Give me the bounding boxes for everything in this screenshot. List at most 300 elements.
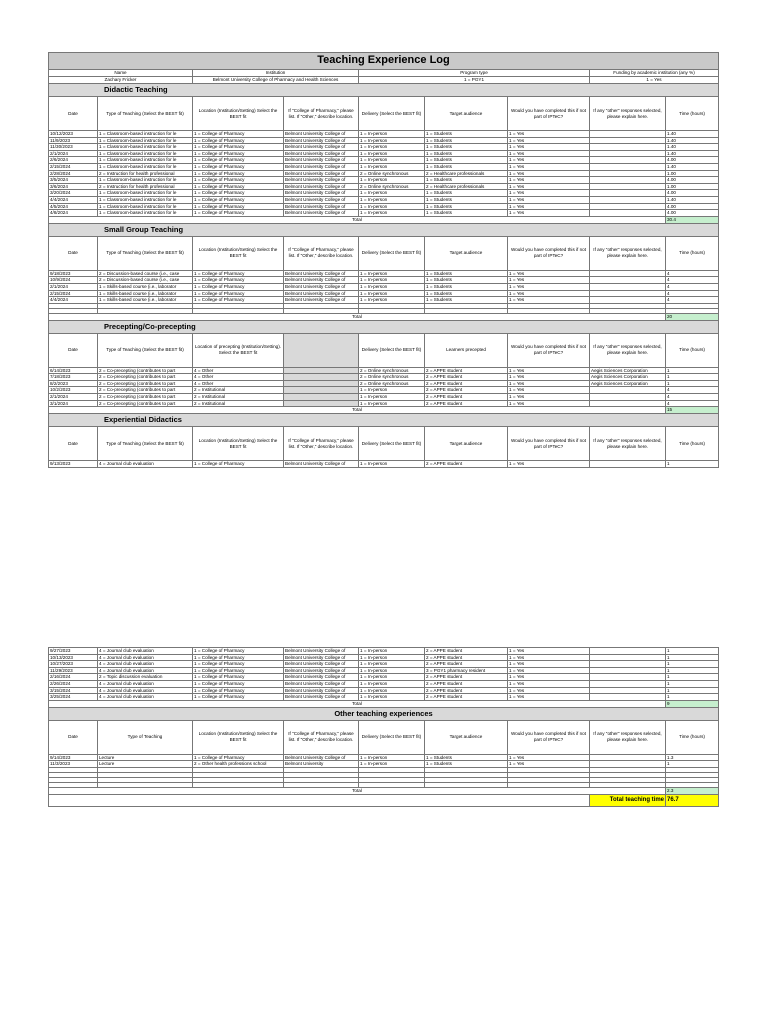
experiential-cell[interactable]: 10/13/2023: [49, 654, 98, 661]
precepting-cell[interactable]: 2 = APPE student: [425, 380, 508, 387]
precepting-cell[interactable]: 10/2/2023: [49, 387, 98, 394]
didactic-cell[interactable]: 1 = In-person: [359, 144, 425, 151]
small_group-cell[interactable]: 1 = Yes: [508, 277, 590, 284]
experiential-cell[interactable]: 1 = College of Pharmacy: [193, 461, 284, 468]
experiential-cell[interactable]: 1 = College of Pharmacy: [193, 687, 284, 694]
didactic-cell[interactable]: 1 = Students: [425, 137, 508, 144]
experiential-cell[interactable]: 2 = APPE student: [425, 461, 508, 468]
small_group-cell[interactable]: 4: [666, 283, 719, 290]
precepting-cell[interactable]: 2 = Institutional: [193, 394, 284, 401]
precepting-cell[interactable]: 1 = Yes: [508, 367, 590, 374]
didactic-cell[interactable]: 1 = Classroom-based instruction for le: [98, 203, 193, 210]
experiential-cell[interactable]: 1 = College of Pharmacy: [193, 654, 284, 661]
precepting-cell[interactable]: 2 = APPE student: [425, 394, 508, 401]
experiential-cell[interactable]: [590, 461, 666, 468]
didactic-cell[interactable]: 1 = In-person: [359, 177, 425, 184]
didactic-cell[interactable]: 11/9/2023: [49, 137, 98, 144]
experiential-cell[interactable]: [590, 687, 666, 694]
experiential-cell[interactable]: 1 = In-person: [359, 654, 425, 661]
experiential-cell[interactable]: Belmont University College of: [284, 654, 359, 661]
didactic-cell[interactable]: Belmont University College of: [284, 170, 359, 177]
experiential-cell[interactable]: 1 = Yes: [508, 648, 590, 655]
experiential-cell[interactable]: 1 = Yes: [508, 687, 590, 694]
small_group-cell[interactable]: 1 = Students: [425, 290, 508, 297]
didactic-cell[interactable]: 1 = College of Pharmacy: [193, 203, 284, 210]
precepting-cell[interactable]: Aegis Sciences Corporation: [590, 380, 666, 387]
other-cell[interactable]: 1 = Yes: [508, 761, 590, 768]
didactic-cell[interactable]: 1 = Classroom-based instruction for le: [98, 177, 193, 184]
experiential-cell[interactable]: 2 = APPE student: [425, 674, 508, 681]
didactic-cell[interactable]: 2 = Instruction for health professional: [98, 170, 193, 177]
info-program-value[interactable]: 1 = PGY1: [359, 77, 590, 84]
precepting-cell[interactable]: 2 = APPE student: [425, 400, 508, 407]
didactic-cell[interactable]: 2 = Instruction for health professional: [98, 183, 193, 190]
experiential-cell[interactable]: 11/29/2023: [49, 667, 98, 674]
small_group-cell[interactable]: 1 = In-person: [359, 283, 425, 290]
didactic-cell[interactable]: 4/5/2024: [49, 203, 98, 210]
didactic-cell[interactable]: 1 = Students: [425, 190, 508, 197]
didactic-cell[interactable]: 1 = College of Pharmacy: [193, 137, 284, 144]
experiential-cell[interactable]: Belmont University College of: [284, 667, 359, 674]
precepting-cell[interactable]: 2/1/2024: [49, 394, 98, 401]
small_group-cell[interactable]: 4: [666, 277, 719, 284]
experiential-cell[interactable]: Belmont University College of: [284, 648, 359, 655]
didactic-cell[interactable]: 1 = College of Pharmacy: [193, 210, 284, 217]
didactic-cell[interactable]: 1 = Classroom-based instruction for le: [98, 137, 193, 144]
small_group-cell[interactable]: 2/15/2024: [49, 290, 98, 297]
experiential-cell[interactable]: Belmont University College of: [284, 680, 359, 687]
other-cell[interactable]: 1: [666, 761, 719, 768]
other-cell[interactable]: 1 = Students: [425, 761, 508, 768]
didactic-cell[interactable]: [590, 177, 666, 184]
experiential-cell[interactable]: 1: [666, 687, 719, 694]
didactic-cell[interactable]: 1 = In-person: [359, 196, 425, 203]
precepting-cell[interactable]: 1 = Yes: [508, 374, 590, 381]
experiential-cell[interactable]: 1: [666, 674, 719, 681]
precepting-cell[interactable]: 1: [666, 367, 719, 374]
precepting-cell[interactable]: 7/18/2023: [49, 374, 98, 381]
didactic-cell[interactable]: [590, 163, 666, 170]
didactic-cell[interactable]: Belmont University College of: [284, 210, 359, 217]
experiential-cell[interactable]: 2 = APPE student: [425, 661, 508, 668]
experiential-cell[interactable]: 4 = Journal club evaluation: [98, 661, 193, 668]
small_group-cell[interactable]: 1 = College of Pharmacy: [193, 297, 284, 304]
experiential-cell[interactable]: 1 = Yes: [508, 694, 590, 701]
didactic-cell[interactable]: 1 = College of Pharmacy: [193, 183, 284, 190]
experiential-cell[interactable]: 1: [666, 680, 719, 687]
small_group-cell[interactable]: 4/4/2024: [49, 297, 98, 304]
precepting-cell[interactable]: 2 = Co-precepting (contributes to part: [98, 367, 193, 374]
didactic-cell[interactable]: 1 = Students: [425, 150, 508, 157]
experiential-cell[interactable]: [590, 661, 666, 668]
precepting-cell[interactable]: 1 = Yes: [508, 387, 590, 394]
experiential-cell[interactable]: 1 = Yes: [508, 461, 590, 468]
other-cell[interactable]: Lecture: [98, 761, 193, 768]
didactic-cell[interactable]: 1 = Classroom-based instruction for le: [98, 157, 193, 164]
experiential-cell[interactable]: 1: [666, 461, 719, 468]
didactic-cell[interactable]: 1 = Classroom-based instruction for le: [98, 210, 193, 217]
other-cell[interactable]: 1 = College of Pharmacy: [193, 754, 284, 761]
other-cell[interactable]: 1 = In-person: [359, 761, 425, 768]
other-cell[interactable]: Lecture: [98, 754, 193, 761]
didactic-cell[interactable]: 1.40: [666, 196, 719, 203]
didactic-cell[interactable]: 4/4/2024: [49, 196, 98, 203]
experiential-cell[interactable]: 1 = College of Pharmacy: [193, 674, 284, 681]
didactic-cell[interactable]: 1.40: [666, 137, 719, 144]
didactic-cell[interactable]: 1 = Yes: [508, 163, 590, 170]
experiential-cell[interactable]: 1 = College of Pharmacy: [193, 648, 284, 655]
didactic-cell[interactable]: Belmont University College of: [284, 203, 359, 210]
other-cell[interactable]: Belmont University: [284, 761, 359, 768]
precepting-cell[interactable]: 1 = Yes: [508, 380, 590, 387]
didactic-cell[interactable]: 2 = Online synchronous: [359, 170, 425, 177]
precepting-cell[interactable]: 1: [666, 380, 719, 387]
experiential-cell[interactable]: 4 = Journal club evaluation: [98, 461, 193, 468]
didactic-cell[interactable]: 1 = Yes: [508, 183, 590, 190]
experiential-cell[interactable]: 1 = In-person: [359, 694, 425, 701]
experiential-cell[interactable]: 1 = In-person: [359, 648, 425, 655]
other-cell[interactable]: 2 = Other health professions school: [193, 761, 284, 768]
didactic-cell[interactable]: 1 = College of Pharmacy: [193, 196, 284, 203]
precepting-cell[interactable]: [284, 400, 359, 407]
precepting-cell[interactable]: 2 = APPE student: [425, 387, 508, 394]
experiential-cell[interactable]: 1 = College of Pharmacy: [193, 694, 284, 701]
didactic-cell[interactable]: 1 = Classroom-based instruction for le: [98, 150, 193, 157]
precepting-cell[interactable]: 1 = Yes: [508, 394, 590, 401]
precepting-cell[interactable]: 1 = In-person: [359, 394, 425, 401]
small_group-cell[interactable]: [590, 297, 666, 304]
didactic-cell[interactable]: [590, 170, 666, 177]
small_group-cell[interactable]: Belmont University College of: [284, 270, 359, 277]
experiential-cell[interactable]: 2 = APPE student: [425, 694, 508, 701]
small_group-cell[interactable]: 1 = Students: [425, 277, 508, 284]
didactic-cell[interactable]: 2/1/2024: [49, 150, 98, 157]
precepting-cell[interactable]: Aegis Sciences Corporation: [590, 374, 666, 381]
didactic-cell[interactable]: 1 = Classroom-based instruction for le: [98, 196, 193, 203]
small_group-cell[interactable]: [590, 270, 666, 277]
small_group-cell[interactable]: 2 = Discussion-based course (i.e., case: [98, 277, 193, 284]
precepting-cell[interactable]: 4: [666, 400, 719, 407]
didactic-cell[interactable]: 1 = Yes: [508, 144, 590, 151]
didactic-cell[interactable]: 1 = In-person: [359, 190, 425, 197]
experiential-cell[interactable]: 1 = College of Pharmacy: [193, 667, 284, 674]
other-cell[interactable]: [590, 761, 666, 768]
didactic-cell[interactable]: 3/5/2024: [49, 177, 98, 184]
small_group-cell[interactable]: 1 = Students: [425, 297, 508, 304]
didactic-cell[interactable]: Belmont University College of: [284, 190, 359, 197]
experiential-cell[interactable]: 3 = PGY1 pharmacy resident: [425, 667, 508, 674]
experiential-cell[interactable]: 10/27/2023: [49, 661, 98, 668]
small_group-cell[interactable]: 4: [666, 290, 719, 297]
precepting-cell[interactable]: 2 = Institutional: [193, 387, 284, 394]
experiential-cell[interactable]: 1 = In-person: [359, 661, 425, 668]
precepting-cell[interactable]: 2 = Institutional: [193, 400, 284, 407]
experiential-cell[interactable]: 4 = Journal club evaluation: [98, 687, 193, 694]
experiential-cell[interactable]: 1 = College of Pharmacy: [193, 680, 284, 687]
other-cell[interactable]: 1.3: [666, 754, 719, 761]
didactic-cell[interactable]: Belmont University College of: [284, 137, 359, 144]
experiential-cell[interactable]: [590, 674, 666, 681]
experiential-cell[interactable]: 1 = Yes: [508, 667, 590, 674]
didactic-cell[interactable]: 1 = In-person: [359, 203, 425, 210]
experiential-cell[interactable]: 1: [666, 661, 719, 668]
precepting-cell[interactable]: [284, 367, 359, 374]
small_group-cell[interactable]: 2 = Discussion-based course (i.e., case: [98, 270, 193, 277]
other-cell[interactable]: 1 = Yes: [508, 754, 590, 761]
small_group-cell[interactable]: Belmont University College of: [284, 277, 359, 284]
didactic-cell[interactable]: 1 = College of Pharmacy: [193, 150, 284, 157]
didactic-cell[interactable]: 1.40: [666, 150, 719, 157]
experiential-cell[interactable]: Belmont University College of: [284, 674, 359, 681]
didactic-cell[interactable]: 1 = Classroom-based instruction for le: [98, 144, 193, 151]
didactic-cell[interactable]: 1 = Yes: [508, 203, 590, 210]
info-institution-value[interactable]: Belmont University College of Pharmacy and Health Sciences: [193, 77, 359, 84]
didactic-cell[interactable]: 2 = Healthcare professionals: [425, 170, 508, 177]
didactic-cell[interactable]: [590, 131, 666, 138]
experiential-cell[interactable]: Belmont University College of: [284, 687, 359, 694]
info-funding-value[interactable]: 1 = Yes: [590, 77, 719, 84]
didactic-cell[interactable]: 1.40: [666, 144, 719, 151]
experiential-cell[interactable]: [590, 667, 666, 674]
didactic-cell[interactable]: 1.00: [666, 183, 719, 190]
precepting-cell[interactable]: 4 = Other: [193, 374, 284, 381]
experiential-cell[interactable]: [590, 648, 666, 655]
small_group-cell[interactable]: 1 = College of Pharmacy: [193, 277, 284, 284]
precepting-cell[interactable]: 2 = APPE student: [425, 367, 508, 374]
didactic-cell[interactable]: 1 = College of Pharmacy: [193, 144, 284, 151]
precepting-cell[interactable]: 4 = Other: [193, 367, 284, 374]
precepting-cell[interactable]: [284, 374, 359, 381]
didactic-cell[interactable]: Belmont University College of: [284, 144, 359, 151]
small_group-cell[interactable]: 1 = In-person: [359, 270, 425, 277]
didactic-cell[interactable]: 1 = Students: [425, 163, 508, 170]
experiential-cell[interactable]: Belmont University College of: [284, 461, 359, 468]
small_group-cell[interactable]: 1 = Yes: [508, 290, 590, 297]
experiential-cell[interactable]: 2 = APPE student: [425, 654, 508, 661]
precepting-cell[interactable]: 4 = Other: [193, 380, 284, 387]
small_group-cell[interactable]: 1 = In-person: [359, 297, 425, 304]
experiential-cell[interactable]: 4 = Journal club evaluation: [98, 667, 193, 674]
other-cell[interactable]: [590, 754, 666, 761]
didactic-cell[interactable]: [590, 137, 666, 144]
experiential-cell[interactable]: 1 = Yes: [508, 674, 590, 681]
didactic-cell[interactable]: 1 = Students: [425, 131, 508, 138]
didactic-cell[interactable]: 1 = Yes: [508, 157, 590, 164]
didactic-cell[interactable]: 2 = Healthcare professionals: [425, 183, 508, 190]
precepting-cell[interactable]: 2 = Co-precepting (contributes to part: [98, 380, 193, 387]
small_group-cell[interactable]: 10/9/2024: [49, 277, 98, 284]
small_group-cell[interactable]: [590, 283, 666, 290]
small_group-cell[interactable]: 4: [666, 270, 719, 277]
didactic-cell[interactable]: [590, 150, 666, 157]
didactic-cell[interactable]: 1 = College of Pharmacy: [193, 131, 284, 138]
experiential-cell[interactable]: 2 = Topic discussion evaluation: [98, 674, 193, 681]
other-cell[interactable]: 1 = Students: [425, 754, 508, 761]
experiential-cell[interactable]: 9/13/2023: [49, 461, 98, 468]
experiential-cell[interactable]: 9/27/2023: [49, 648, 98, 655]
experiential-cell[interactable]: 4 = Journal club evaluation: [98, 680, 193, 687]
small_group-cell[interactable]: 1 = In-person: [359, 277, 425, 284]
other-cell[interactable]: 11/3/2023: [49, 761, 98, 768]
precepting-cell[interactable]: 2 = Co-precepting (contributes to part: [98, 394, 193, 401]
small_group-cell[interactable]: 1 = Students: [425, 283, 508, 290]
precepting-cell[interactable]: [590, 400, 666, 407]
didactic-cell[interactable]: 3/6/2024: [49, 183, 98, 190]
didactic-cell[interactable]: 4.00: [666, 203, 719, 210]
precepting-cell[interactable]: 4: [666, 387, 719, 394]
precepting-cell[interactable]: [590, 387, 666, 394]
didactic-cell[interactable]: 1 = Classroom-based instruction for le: [98, 190, 193, 197]
didactic-cell[interactable]: 1.40: [666, 163, 719, 170]
precepting-cell[interactable]: 2 = Co-precepting (contributes to part: [98, 374, 193, 381]
didactic-cell[interactable]: 4.00: [666, 190, 719, 197]
experiential-cell[interactable]: 4 = Journal club evaluation: [98, 654, 193, 661]
didactic-cell[interactable]: 1 = College of Pharmacy: [193, 163, 284, 170]
experiential-cell[interactable]: 4 = Journal club evaluation: [98, 648, 193, 655]
small_group-cell[interactable]: 1 = Skills-based course (i.e., laborator: [98, 297, 193, 304]
didactic-cell[interactable]: 1 = Yes: [508, 196, 590, 203]
didactic-cell[interactable]: [590, 210, 666, 217]
small_group-cell[interactable]: [590, 277, 666, 284]
precepting-cell[interactable]: 2 = Online synchronous: [359, 374, 425, 381]
info-name-value[interactable]: Zachary Fricker: [49, 77, 193, 84]
other-cell[interactable]: 1 = In-person: [359, 754, 425, 761]
didactic-cell[interactable]: [590, 190, 666, 197]
didactic-cell[interactable]: 1 = Yes: [508, 170, 590, 177]
small_group-cell[interactable]: Belmont University College of: [284, 297, 359, 304]
small_group-cell[interactable]: 1 = Yes: [508, 283, 590, 290]
didactic-cell[interactable]: 1 = Classroom-based instruction for le: [98, 131, 193, 138]
small_group-cell[interactable]: Belmont University College of: [284, 290, 359, 297]
small_group-cell[interactable]: [590, 290, 666, 297]
didactic-cell[interactable]: Belmont University College of: [284, 163, 359, 170]
experiential-cell[interactable]: 1 = Yes: [508, 661, 590, 668]
didactic-cell[interactable]: Belmont University College of: [284, 177, 359, 184]
experiential-cell[interactable]: 1 = In-person: [359, 461, 425, 468]
experiential-cell[interactable]: 1: [666, 667, 719, 674]
didactic-cell[interactable]: 1 = College of Pharmacy: [193, 177, 284, 184]
didactic-cell[interactable]: 1 = College of Pharmacy: [193, 190, 284, 197]
didactic-cell[interactable]: Belmont University College of: [284, 196, 359, 203]
didactic-cell[interactable]: 4.00: [666, 177, 719, 184]
didactic-cell[interactable]: [590, 157, 666, 164]
didactic-cell[interactable]: 1 = Students: [425, 177, 508, 184]
small_group-cell[interactable]: 1 = College of Pharmacy: [193, 290, 284, 297]
didactic-cell[interactable]: 1 = In-person: [359, 163, 425, 170]
didactic-cell[interactable]: 2 = Online synchronous: [359, 183, 425, 190]
didactic-cell[interactable]: 1 = College of Pharmacy: [193, 170, 284, 177]
didactic-cell[interactable]: 3/20/2024: [49, 190, 98, 197]
precepting-cell[interactable]: [284, 394, 359, 401]
didactic-cell[interactable]: 4.00: [666, 210, 719, 217]
experiential-cell[interactable]: 1 = In-person: [359, 680, 425, 687]
precepting-cell[interactable]: [284, 380, 359, 387]
didactic-cell[interactable]: 1 = Classroom-based instruction for le: [98, 163, 193, 170]
didactic-cell[interactable]: 1 = Yes: [508, 210, 590, 217]
didactic-cell[interactable]: 1 = Yes: [508, 150, 590, 157]
didactic-cell[interactable]: 11/30/2023: [49, 144, 98, 151]
small_group-cell[interactable]: 1 = College of Pharmacy: [193, 270, 284, 277]
didactic-cell[interactable]: Belmont University College of: [284, 157, 359, 164]
didactic-cell[interactable]: 2/6/2024: [49, 157, 98, 164]
didactic-cell[interactable]: 1 = College of Pharmacy: [193, 157, 284, 164]
didactic-cell[interactable]: 4.00: [666, 157, 719, 164]
precepting-cell[interactable]: 1 = Yes: [508, 400, 590, 407]
other-cell[interactable]: 9/14/2023: [49, 754, 98, 761]
experiential-cell[interactable]: 3/15/2024: [49, 687, 98, 694]
didactic-cell[interactable]: 1 = Yes: [508, 137, 590, 144]
experiential-cell[interactable]: [590, 694, 666, 701]
small_group-cell[interactable]: 4: [666, 297, 719, 304]
experiential-cell[interactable]: [590, 680, 666, 687]
didactic-cell[interactable]: 1 = Students: [425, 144, 508, 151]
experiential-cell[interactable]: 1: [666, 694, 719, 701]
precepting-cell[interactable]: Aegis Sciences Corporation: [590, 367, 666, 374]
experiential-cell[interactable]: 2 = APPE student: [425, 648, 508, 655]
experiential-cell[interactable]: 1 = In-person: [359, 687, 425, 694]
precepting-cell[interactable]: 6/14/2023: [49, 367, 98, 374]
didactic-cell[interactable]: 1 = Students: [425, 196, 508, 203]
experiential-cell[interactable]: 1 = Yes: [508, 680, 590, 687]
didactic-cell[interactable]: 1 = Students: [425, 157, 508, 164]
precepting-cell[interactable]: 2 = Co-precepting (contributes to part: [98, 400, 193, 407]
didactic-cell[interactable]: [590, 196, 666, 203]
experiential-cell[interactable]: 1 = College of Pharmacy: [193, 661, 284, 668]
precepting-cell[interactable]: [284, 387, 359, 394]
experiential-cell[interactable]: 2/16/2024: [49, 674, 98, 681]
didactic-cell[interactable]: 1 = In-person: [359, 157, 425, 164]
small_group-cell[interactable]: 1 = Students: [425, 270, 508, 277]
didactic-cell[interactable]: Belmont University College of: [284, 183, 359, 190]
precepting-cell[interactable]: 1: [666, 374, 719, 381]
precepting-cell[interactable]: 3/1/2024: [49, 400, 98, 407]
precepting-cell[interactable]: 1 = In-person: [359, 387, 425, 394]
didactic-cell[interactable]: 10/12/2023: [49, 131, 98, 138]
precepting-cell[interactable]: 2 = Online synchronous: [359, 367, 425, 374]
didactic-cell[interactable]: 1 = In-person: [359, 210, 425, 217]
small_group-cell[interactable]: 1 = In-person: [359, 290, 425, 297]
experiential-cell[interactable]: 1 = In-person: [359, 674, 425, 681]
experiential-cell[interactable]: 1: [666, 654, 719, 661]
small_group-cell[interactable]: 2/1/2024: [49, 283, 98, 290]
didactic-cell[interactable]: Belmont University College of: [284, 150, 359, 157]
experiential-cell[interactable]: Belmont University College of: [284, 661, 359, 668]
small_group-cell[interactable]: Belmont University College of: [284, 283, 359, 290]
precepting-cell[interactable]: 2 = APPE student: [425, 374, 508, 381]
didactic-cell[interactable]: 1 = Yes: [508, 131, 590, 138]
experiential-cell[interactable]: 2 = APPE student: [425, 687, 508, 694]
didactic-cell[interactable]: 1 = Yes: [508, 190, 590, 197]
experiential-cell[interactable]: 2/26/2024: [49, 680, 98, 687]
didactic-cell[interactable]: 1 = Students: [425, 203, 508, 210]
small_group-cell[interactable]: 1 = Skills-based course (i.e., laborator: [98, 290, 193, 297]
didactic-cell[interactable]: [590, 183, 666, 190]
didactic-cell[interactable]: 2/28/2024: [49, 170, 98, 177]
didactic-cell[interactable]: 4/8/2024: [49, 210, 98, 217]
didactic-cell[interactable]: [590, 144, 666, 151]
experiential-cell[interactable]: 1 = In-person: [359, 667, 425, 674]
didactic-cell[interactable]: 1 = Yes: [508, 177, 590, 184]
precepting-cell[interactable]: 8/2/2023: [49, 380, 98, 387]
didactic-cell[interactable]: 1 = Students: [425, 210, 508, 217]
didactic-cell[interactable]: 1 = In-person: [359, 131, 425, 138]
precepting-cell[interactable]: 2 = Online synchronous: [359, 380, 425, 387]
didactic-cell[interactable]: [590, 203, 666, 210]
didactic-cell[interactable]: 1 = In-person: [359, 137, 425, 144]
small_group-cell[interactable]: 9/18/2023: [49, 270, 98, 277]
precepting-cell[interactable]: 1 = In-person: [359, 400, 425, 407]
other-cell[interactable]: Belmont University College of: [284, 754, 359, 761]
